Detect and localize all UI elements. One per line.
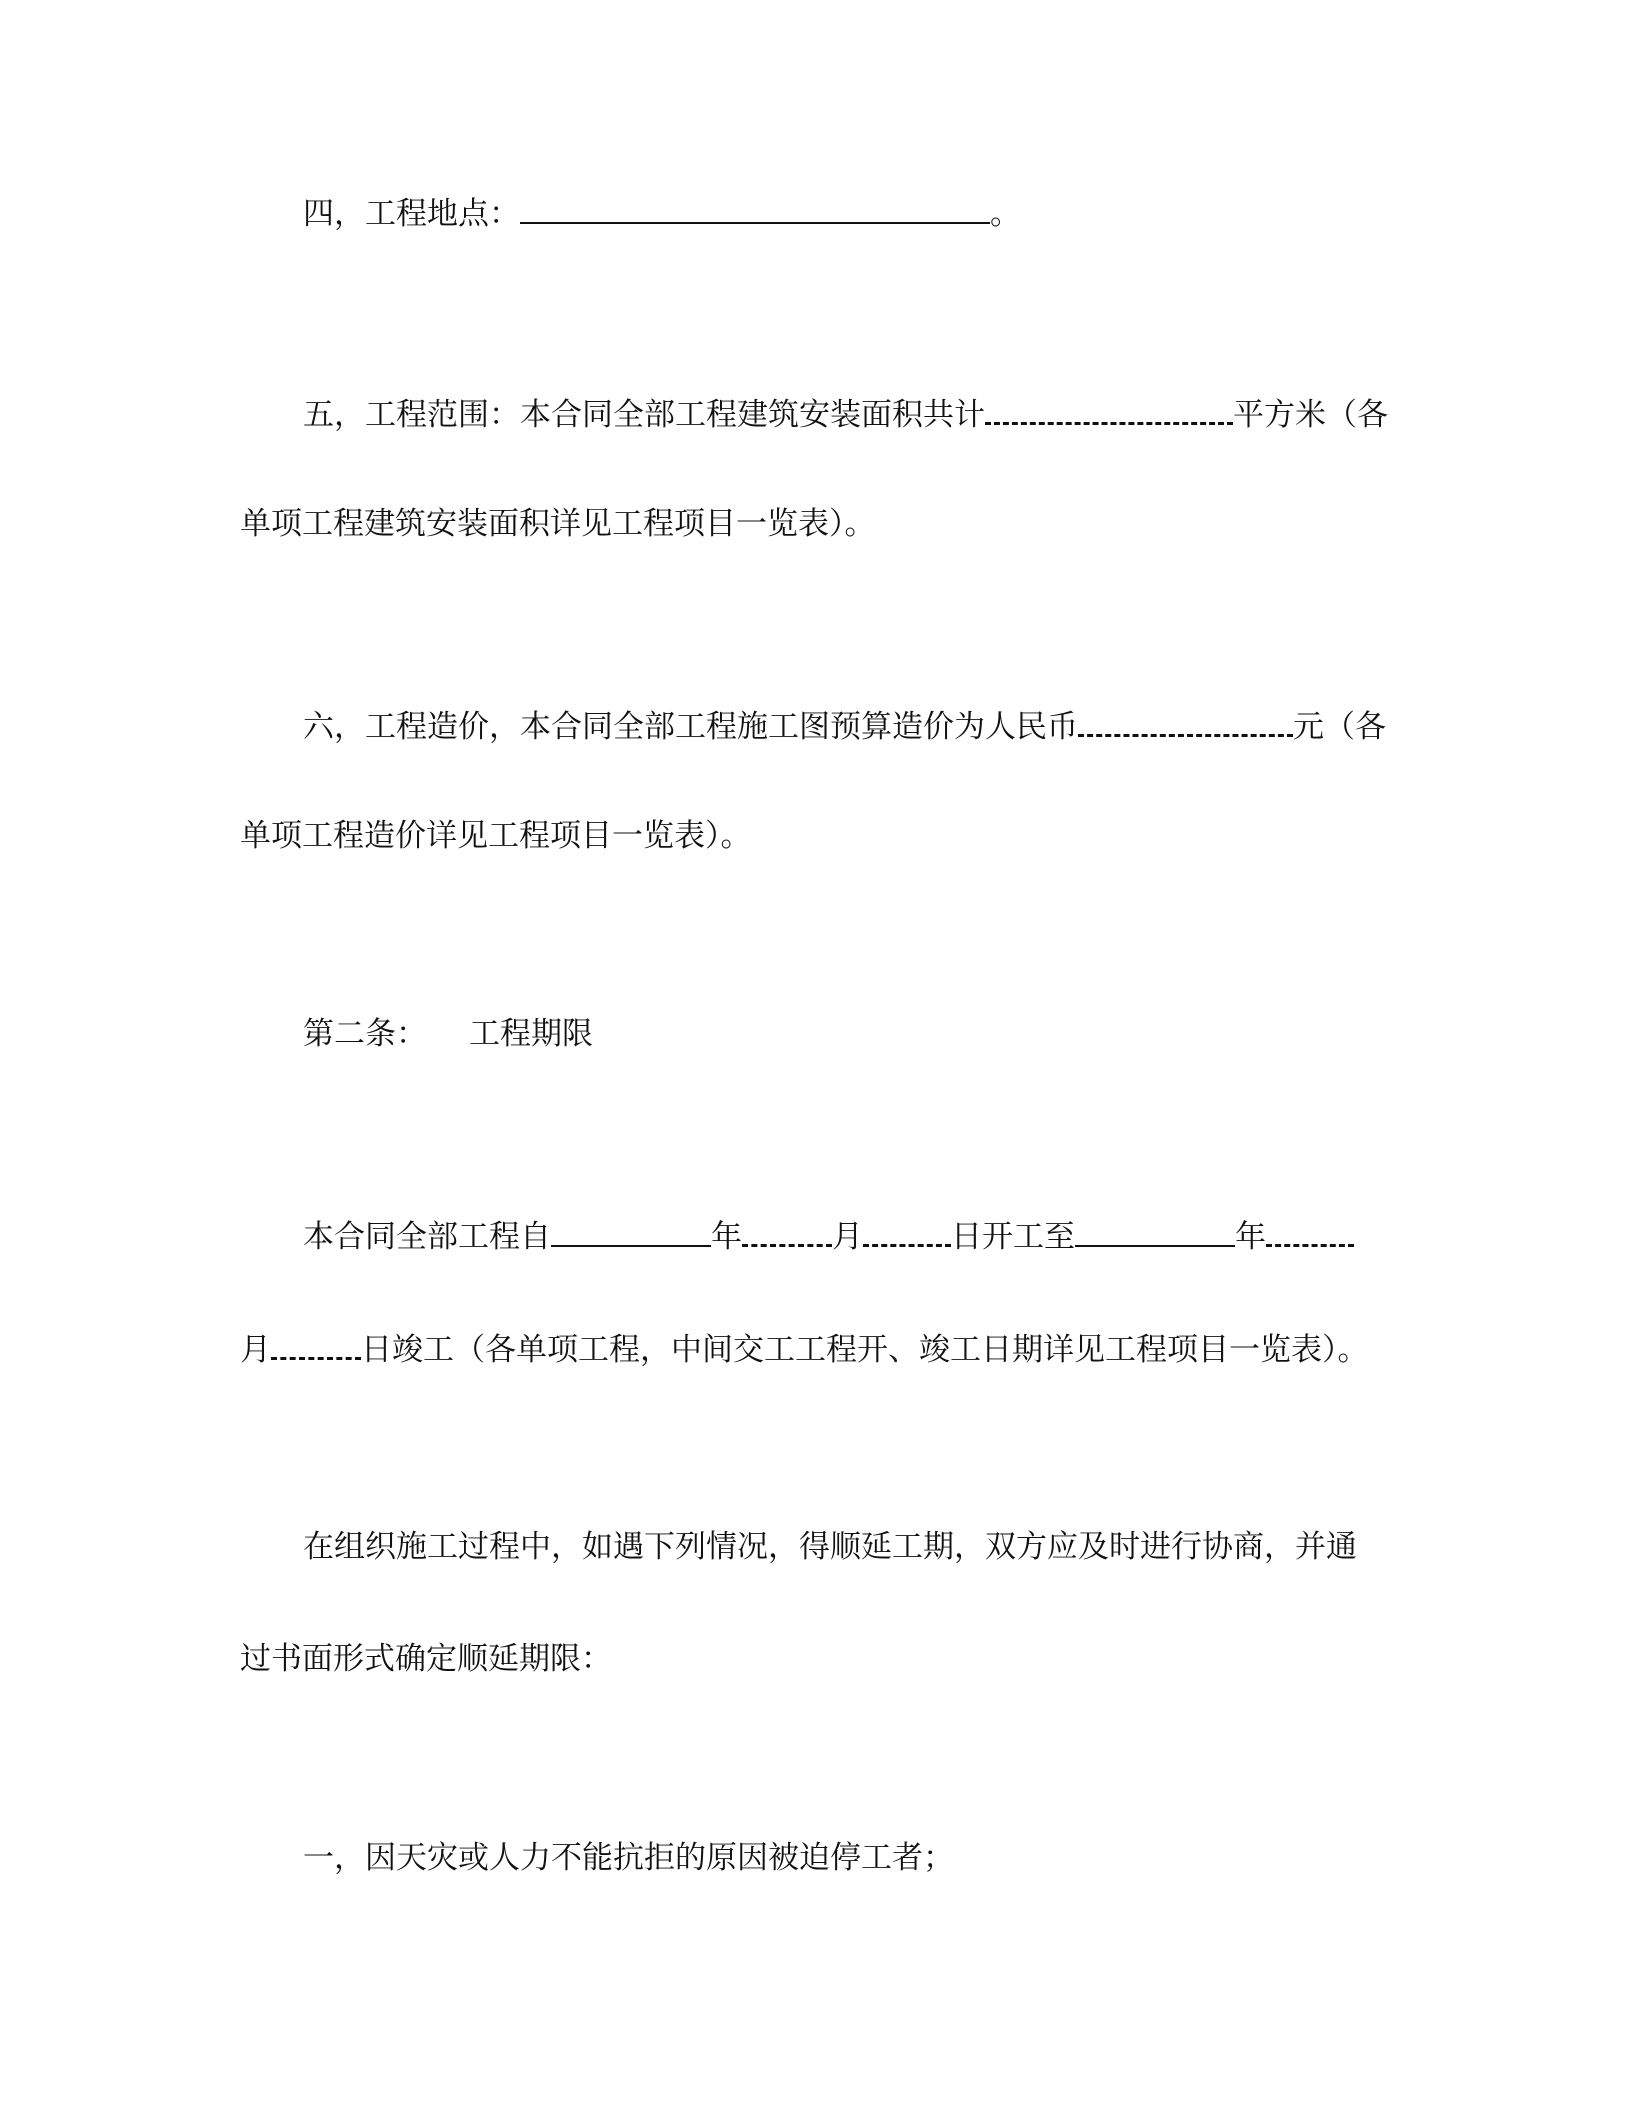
start-day-blank[interactable]: [863, 1214, 951, 1247]
location-blank[interactable]: [520, 192, 990, 224]
start-month-label: 月: [832, 1219, 863, 1255]
list-item-1: 一，因天灾或人力不能抗拒的原因被迫停工者；: [303, 1840, 954, 1876]
paragraph-scope-line1: [240, 392, 1463, 437]
start-year-blank[interactable]: [551, 1215, 711, 1247]
extension-line1: 在组织施工过程中，如遇下列情况，得顺延工期，双方应及时进行协商，并通: [303, 1529, 1357, 1565]
end-month-label: 月: [240, 1332, 271, 1368]
end-day-blank[interactable]: [271, 1327, 361, 1360]
paragraph-cost-line1: [240, 704, 1463, 749]
schedule-line1: [240, 1214, 1463, 1259]
schedule-line2: [240, 1327, 1400, 1372]
location-label: 四，工程地点：: [303, 196, 520, 232]
paragraph-cost-line2: 单项工程造价详见工程项目一览表）。: [240, 818, 752, 854]
schedule-start-label: 本合同全部工程自: [303, 1219, 551, 1255]
scope-label: 五，工程范围：本合同全部工程建筑安装面积共计: [303, 397, 985, 433]
cost-label: 六，工程造价，本合同全部工程施工图预算造价为人民币: [303, 709, 1078, 745]
paragraph-location: [240, 192, 1463, 236]
article-title: 工程期限: [469, 1016, 593, 1052]
end-month-blank[interactable]: [1266, 1214, 1354, 1247]
start-day-label: 日开工至: [951, 1219, 1075, 1255]
extension-line2: 过书面形式确定顺延期限：: [240, 1641, 612, 1677]
start-month-blank[interactable]: [742, 1214, 832, 1247]
location-suffix: 。: [990, 196, 1021, 232]
end-year-label: 年: [1235, 1219, 1266, 1255]
article-heading: [240, 1012, 1463, 1056]
end-year-blank[interactable]: [1075, 1215, 1235, 1247]
cost-suffix: 元（各: [1293, 709, 1386, 745]
scope-area-blank[interactable]: [985, 392, 1233, 425]
start-year-label: 年: [711, 1219, 742, 1255]
completion-text: 日竣工（各单项工程，中间交工工程开、竣工日期详见工程项目一览表）。: [361, 1332, 1369, 1368]
cost-amount-blank[interactable]: [1078, 704, 1293, 737]
scope-suffix: 平方米（各: [1233, 397, 1388, 433]
article-label: 第二条：: [303, 1016, 427, 1052]
paragraph-scope-line2: 单项工程建筑安装面积详见工程项目一览表）。: [240, 506, 876, 542]
